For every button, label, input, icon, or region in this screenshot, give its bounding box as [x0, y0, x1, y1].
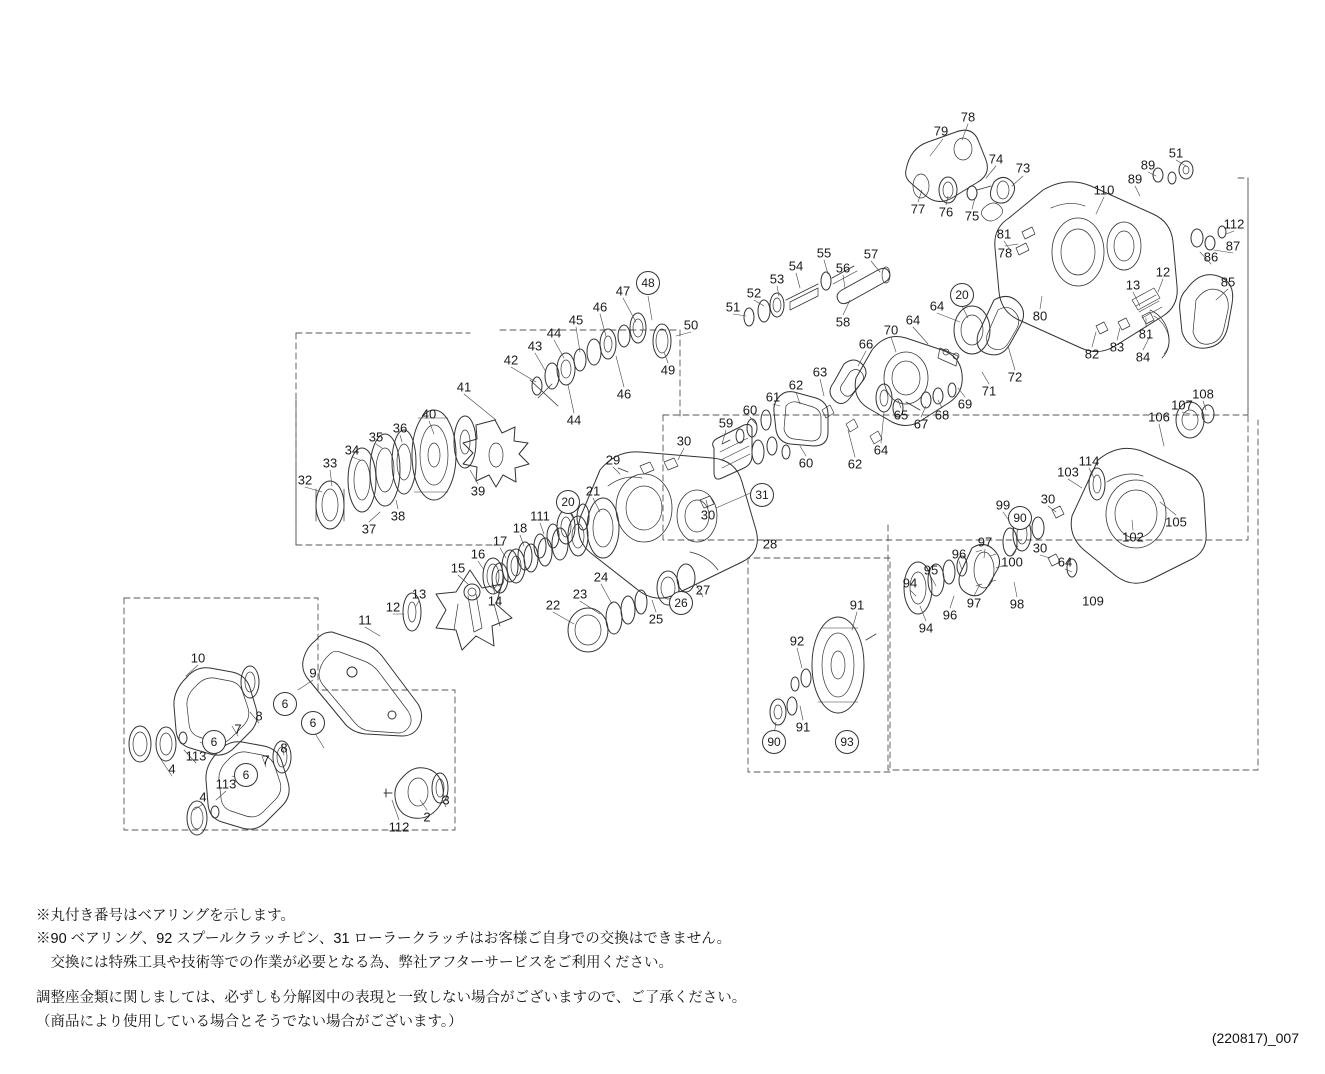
part-callout-58: 58	[835, 314, 851, 330]
part-callout-46: 46	[592, 299, 608, 315]
part-callout-23: 23	[572, 586, 588, 602]
part-callout-94: 94	[902, 575, 918, 591]
part-callout-42: 42	[503, 352, 519, 368]
part-callout-109: 109	[1082, 593, 1104, 609]
note-1: ※丸付き番号はベアリングを示します。	[36, 908, 295, 924]
part-callout-21: 21	[585, 483, 601, 499]
part-callout-103: 103	[1057, 464, 1079, 480]
part-callout-4: 4	[168, 761, 176, 777]
part-callout-34: 34	[344, 442, 360, 458]
part-callout-77: 77	[910, 201, 926, 217]
part-callout-97: 97	[966, 595, 982, 611]
part-callout-110: 110	[1093, 182, 1115, 198]
part-callout-114: 114	[1078, 453, 1100, 469]
part-callout-10: 10	[190, 650, 206, 666]
part-callout-14: 14	[487, 593, 503, 609]
part-callout-13: 13	[411, 586, 427, 602]
note-5: （商品により使用している場合とそうでない場合がございます。）	[36, 1013, 463, 1030]
part-callout-2: 2	[423, 809, 431, 825]
part-callout-63: 63	[812, 364, 828, 380]
part-callout-33: 33	[322, 455, 338, 471]
part-callout-108: 108	[1192, 386, 1214, 402]
part-callout-37: 37	[361, 521, 377, 537]
part-callout-106: 106	[1148, 409, 1170, 425]
part-callout-40: 40	[421, 406, 437, 422]
part-callout-92: 92	[789, 633, 805, 649]
part-callout-62: 62	[847, 456, 863, 472]
part-callout-25: 25	[648, 611, 664, 627]
part-callout-30: 30	[1032, 540, 1048, 556]
part-callout-4: 4	[199, 789, 207, 805]
part-callout-78: 78	[960, 109, 976, 125]
part-callout-111: 111	[530, 508, 550, 524]
bearing-callout-26: 26	[669, 591, 693, 615]
part-callout-24: 24	[593, 569, 609, 585]
part-callout-15: 15	[450, 560, 466, 576]
part-callout-78: 78	[997, 245, 1013, 261]
part-callout-64: 64	[929, 298, 945, 314]
part-callout-96: 96	[951, 546, 967, 562]
bearing-callout-6: 6	[273, 692, 297, 716]
part-callout-87: 87	[1225, 238, 1241, 254]
part-callout-57: 57	[863, 246, 879, 262]
part-callout-64: 64	[873, 442, 889, 458]
part-callout-35: 35	[368, 429, 384, 445]
part-callout-100: 100	[1001, 554, 1023, 570]
part-callout-46: 46	[616, 386, 632, 402]
part-callout-8: 8	[280, 740, 288, 756]
part-callout-96: 96	[942, 607, 958, 623]
part-callout-29: 29	[605, 452, 621, 468]
part-callout-41: 41	[456, 379, 472, 395]
part-callout-71: 71	[981, 383, 997, 399]
part-callout-45: 45	[568, 312, 584, 328]
part-callout-65: 65	[893, 407, 909, 423]
bearing-callout-90: 90	[762, 730, 786, 754]
part-callout-70: 70	[883, 322, 899, 338]
part-callout-51: 51	[725, 299, 741, 315]
bearing-callout-31: 31	[750, 483, 774, 507]
bearing-callout-90: 90	[1008, 506, 1032, 530]
part-callout-67: 67	[913, 416, 929, 432]
part-callout-113: 113	[185, 748, 207, 764]
bearing-callout-6: 6	[301, 711, 325, 735]
part-callout-91: 91	[849, 597, 865, 613]
part-callout-11: 11	[358, 612, 372, 628]
part-callout-50: 50	[683, 317, 699, 333]
part-callout-12: 12	[385, 599, 401, 615]
part-callout-9: 9	[309, 665, 317, 681]
part-callout-30: 30	[1040, 491, 1056, 507]
part-callout-64: 64	[905, 312, 921, 328]
part-callout-85: 85	[1220, 274, 1236, 290]
part-callout-27: 27	[695, 582, 711, 598]
part-callout-61: 61	[765, 389, 781, 405]
part-callout-81: 81	[996, 226, 1012, 242]
part-callout-49: 49	[660, 362, 676, 378]
part-callout-55: 55	[816, 245, 832, 261]
part-callout-82: 82	[1084, 346, 1100, 362]
part-callout-112: 112	[388, 819, 410, 835]
part-callout-91: 91	[795, 719, 811, 735]
part-callout-39: 39	[470, 483, 486, 499]
part-callout-72: 72	[1007, 369, 1023, 385]
footnotes	[36, 905, 1136, 1034]
part-callout-47: 47	[615, 283, 631, 299]
part-callout-89: 89	[1140, 157, 1156, 173]
part-callout-3: 3	[442, 792, 450, 808]
part-callout-94: 94	[918, 620, 934, 636]
part-callout-60: 60	[798, 455, 814, 471]
part-callout-17: 17	[492, 533, 508, 549]
part-callout-84: 84	[1135, 349, 1151, 365]
part-callout-79: 79	[933, 123, 949, 139]
part-callout-52: 52	[746, 285, 762, 301]
part-callout-30: 30	[676, 433, 692, 449]
part-callout-86: 86	[1203, 249, 1219, 265]
part-callout-64: 64	[1057, 554, 1073, 570]
part-callout-51: 51	[1168, 145, 1184, 161]
part-callout-95: 95	[923, 562, 939, 578]
part-callout-107: 107	[1171, 397, 1193, 413]
part-callout-98: 98	[1009, 596, 1025, 612]
part-callout-13: 13	[1125, 277, 1141, 293]
part-callout-89: 89	[1127, 171, 1143, 187]
part-callout-43: 43	[527, 338, 543, 354]
part-callout-12: 12	[1155, 264, 1171, 280]
part-callout-102: 102	[1122, 529, 1144, 545]
part-callout-69: 69	[957, 396, 973, 412]
bearing-callout-20: 20	[950, 283, 974, 307]
note-3: 交換には特殊工具や技術等での作業が必要となる為、弊社アフターサービスをご利用ください。	[36, 954, 673, 971]
part-callout-8: 8	[255, 708, 263, 724]
part-callout-74: 74	[988, 151, 1004, 167]
part-callout-80: 80	[1032, 308, 1048, 324]
part-callout-30: 30	[700, 507, 716, 523]
bearing-callout-6: 6	[202, 730, 226, 754]
part-callout-56: 56	[835, 260, 851, 276]
part-callout-18: 18	[512, 520, 528, 536]
bearing-callout-93: 93	[835, 730, 859, 754]
part-callout-22: 22	[545, 597, 561, 613]
part-callout-44: 44	[566, 412, 582, 428]
part-callout-83: 83	[1109, 339, 1125, 355]
part-callout-81: 81	[1138, 326, 1154, 342]
part-callout-76: 76	[938, 204, 954, 220]
part-callout-32: 32	[297, 472, 313, 488]
part-callout-7: 7	[234, 721, 242, 737]
part-callout-60: 60	[742, 402, 758, 418]
part-callout-54: 54	[788, 258, 804, 274]
part-callout-16: 16	[470, 546, 486, 562]
part-callout-112: 112	[1223, 216, 1245, 232]
part-callout-68: 68	[934, 407, 950, 423]
part-callout-113: 113	[215, 776, 237, 792]
part-callout-66: 66	[858, 336, 874, 352]
part-callout-59: 59	[718, 415, 734, 431]
part-callout-53: 53	[769, 271, 785, 287]
part-callout-75: 75	[964, 208, 980, 224]
part-callout-28: 28	[762, 536, 778, 552]
document-id: (220817)_007	[1211, 1030, 1299, 1046]
part-callout-105: 105	[1165, 514, 1187, 530]
note-2: ※90 ベアリング、92 スプールクラッチピン、31 ローラークラッチはお客様ご自身での交換はできません。	[36, 931, 732, 948]
bearing-callout-20: 20	[556, 490, 580, 514]
part-callout-99: 99	[995, 497, 1011, 513]
bearing-callout-6: 6	[234, 763, 258, 787]
part-callout-7: 7	[262, 752, 270, 768]
part-callout-36: 36	[392, 420, 408, 436]
note-4: 調整座金類に関しましては、必ずしも分解図中の表現と一致しない場合がございますので、ご了承ください。	[36, 990, 747, 1007]
part-callout-38: 38	[390, 508, 406, 524]
part-callout-44: 44	[546, 325, 562, 341]
part-callout-62: 62	[788, 377, 804, 393]
part-callout-97: 97	[977, 534, 993, 550]
part-callout-73: 73	[1015, 160, 1031, 176]
bearing-callout-48: 48	[636, 271, 660, 295]
